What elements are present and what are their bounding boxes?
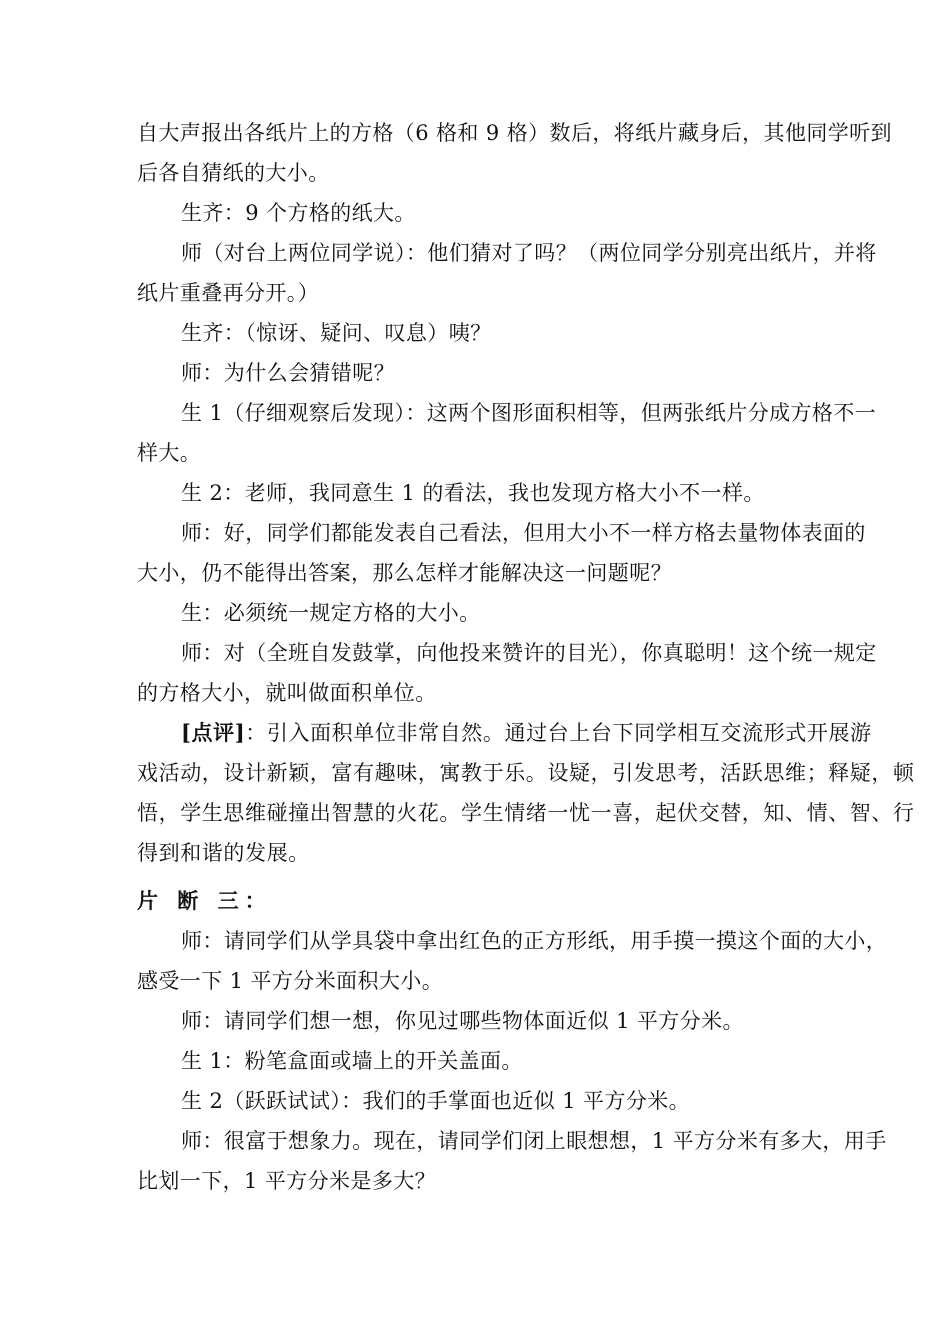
paragraph-line: 后各自猜纸的大小。 [137,161,330,185]
paragraph-line: 生 2：老师，我同意生 1 的看法，我也发现方格大小不一样。 [181,481,765,505]
comment-text: ：引入面积单位非常自然。通过台上台下同学相互交流形式开展游 [245,721,872,745]
comment-line: 戏活动，设计新颖，富有趣味，寓教于乐。设疑，引发思考，活跃思维；释疑，顿 [137,761,915,785]
comment-tag: [点评] [181,720,246,745]
paragraph-line: 比划一下，1 平方分米是多大？ [137,1169,437,1193]
paragraph-line: 生：必须统一规定方格的大小。 [181,601,481,625]
paragraph-line: 生 1（仔细观察后发现）：这两个图形面积相等，但两张纸片分成方格不一 [181,401,877,425]
paragraph-line: 自大声报出各纸片上的方格（6 格和 9 格）数后，将纸片藏身后，其他同学听到 [137,121,892,145]
paragraph-line: 师：对（全班自发鼓掌，向他投来赞许的目光），你真聪明！这个统一规定 [181,641,877,665]
paragraph-line: 生齐：（惊讶、疑问、叹息）咦？ [181,321,492,345]
section-heading: 片 断 三： [137,888,272,913]
paragraph-line: 样大。 [137,441,202,465]
comment-line: 悟，学生思维碰撞出智慧的火花。学生情绪一忧一喜，起伏交替，知、情、智、行 [137,801,915,825]
paragraph-line: 师：好，同学们都能发表自己看法，但用大小不一样方格去量物体表面的 [181,521,866,545]
paragraph-line: 生齐：9 个方格的纸大。 [181,201,416,225]
paragraph-line: 的方格大小，就叫做面积单位。 [137,681,437,705]
paragraph-line: 大小，仍不能得出答案，那么怎样才能解决这一问题呢？ [137,561,672,585]
paragraph-line: 生 1：粉笔盒面或墙上的开关盖面。 [181,1049,523,1073]
paragraph-line: 师：请同学们想一想，你见过哪些物体面近似 1 平方分米。 [181,1009,744,1033]
paragraph-line: 师：很富于想象力。现在，请同学们闭上眼想想，1 平方分米有多大，用手 [181,1129,887,1153]
paragraph-line: 感受一下 1 平方分米面积大小。 [137,969,444,993]
paragraph-line: 师：为什么会猜错呢？ [181,361,395,385]
paragraph-line: 师（对台上两位同学说）：他们猜对了吗？（两位同学分别亮出纸片，并将 [181,241,877,265]
document-page [137,113,915,1201]
paragraph-line: 纸片重叠再分开。） [137,281,320,305]
paragraph-line: 生 2（跃跃试试）：我们的手掌面也近似 1 平方分米。 [181,1089,691,1113]
paragraph-line: 师：请同学们从学具袋中拿出红色的正方形纸，用手摸一摸这个面的大小， [181,929,888,953]
comment-line [137,713,887,753]
comment-line: 得到和谐的发展。 [137,841,310,865]
